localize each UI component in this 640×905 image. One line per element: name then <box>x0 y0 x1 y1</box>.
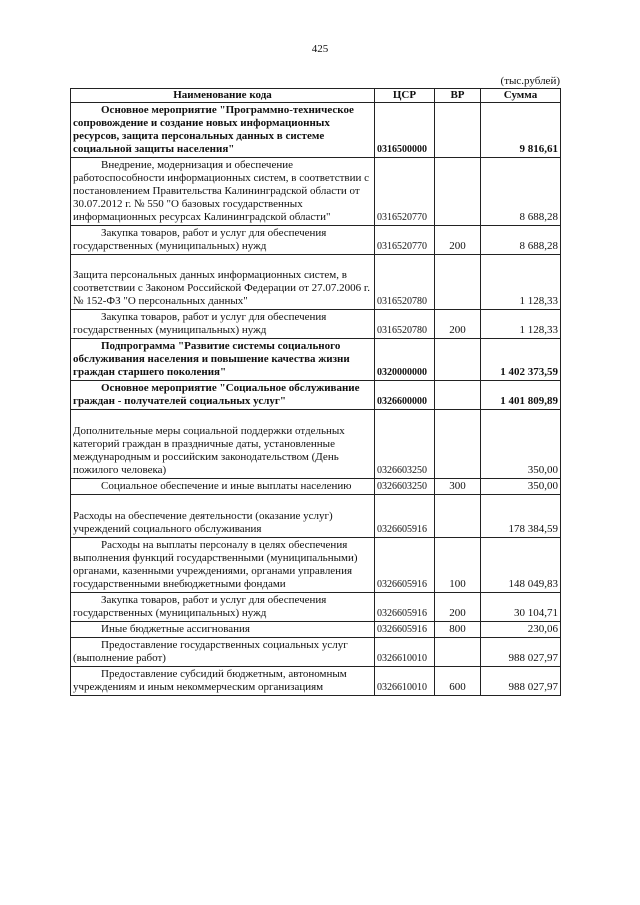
row-name: Подпрограмма "Развитие системы социального обслуживания населения и повышение качества жизни граждан старшего поколения" <box>71 339 375 381</box>
table-row <box>71 495 561 538</box>
table-row <box>71 381 561 410</box>
row-csr: 0316520770 <box>375 158 435 226</box>
header-sum: Сумма <box>481 89 561 103</box>
row-name-text: Защита персональных данных информационных систем, в соответствии с Законом Российской Федерации от 27.07.2006 г. № 152-ФЗ "О персональных данных" <box>73 269 370 307</box>
table-row <box>71 310 561 339</box>
table-row <box>71 593 561 622</box>
row-name: Внедрение, модернизация и обеспечение работоспособности информационных систем, в соответствии с постановлением Правительства Калининградской области от 30.07.2012 г. № 550 "О базовых государственных информационных ресурсах Калининградской области" <box>71 158 375 226</box>
table-row <box>71 479 561 495</box>
row-sum: 988 027,97 <box>481 667 561 696</box>
row-name: Основное мероприятие "Программно-техническое сопровождение и создание новых информационных ресурсов, защита персональных данных в системе социальной защиты населения" <box>71 103 375 158</box>
row-csr: 0316500000 <box>375 103 435 158</box>
row-vr <box>435 381 481 410</box>
row-name-text: Дополнительные меры социальной поддержки отдельных категорий граждан в праздничные даты, установленные международным и российским законодательством (День пожилого человека) <box>73 425 345 476</box>
row-csr: 0316520770 <box>375 226 435 255</box>
row-sum: 148 049,83 <box>481 538 561 593</box>
table-row <box>71 538 561 593</box>
row-name <box>71 255 375 310</box>
row-sum: 8 688,28 <box>481 226 561 255</box>
row-name: Закупка товаров, работ и услуг для обеспечения государственных (муниципальных) нужд <box>71 593 375 622</box>
row-csr: 0326605916 <box>375 495 435 538</box>
row-name-text: Расходы на обеспечение деятельности (оказание услуг) учреждений социального обслуживания <box>73 510 333 535</box>
row-csr: 0316520780 <box>375 255 435 310</box>
table-body <box>71 103 561 696</box>
page-number: 425 <box>311 43 329 55</box>
table-row <box>71 622 561 638</box>
row-vr <box>435 410 481 479</box>
row-sum: 988 027,97 <box>481 638 561 667</box>
row-sum: 178 384,59 <box>481 495 561 538</box>
row-csr: 0326600000 <box>375 381 435 410</box>
table-row <box>71 667 561 696</box>
row-vr: 300 <box>435 479 481 495</box>
row-sum: 350,00 <box>481 479 561 495</box>
row-vr <box>435 158 481 226</box>
header-csr: ЦСР <box>375 89 435 103</box>
row-name: Основное мероприятие "Социальное обслуживание граждан - получателей социальных услуг" <box>71 381 375 410</box>
row-name: Иные бюджетные ассигнования <box>71 622 375 638</box>
row-sum: 1 128,33 <box>481 310 561 339</box>
table-row <box>71 410 561 479</box>
row-sum: 1 128,33 <box>481 255 561 310</box>
row-vr <box>435 638 481 667</box>
table-row <box>71 226 561 255</box>
row-csr: 0316520780 <box>375 310 435 339</box>
table-row <box>71 638 561 667</box>
row-vr: 100 <box>435 538 481 593</box>
row-name <box>71 495 375 538</box>
row-sum: 1 402 373,59 <box>481 339 561 381</box>
row-vr: 800 <box>435 622 481 638</box>
row-vr: 200 <box>435 593 481 622</box>
table-row <box>71 158 561 226</box>
row-name: Социальное обеспечение и иные выплаты населению <box>71 479 375 495</box>
row-vr <box>435 495 481 538</box>
row-sum: 8 688,28 <box>481 158 561 226</box>
row-vr <box>435 255 481 310</box>
row-vr <box>435 103 481 158</box>
row-csr: 0326603250 <box>375 479 435 495</box>
row-sum: 350,00 <box>481 410 561 479</box>
row-csr: 0326605916 <box>375 593 435 622</box>
row-name: Предоставление государственных социальных услуг (выполнение работ) <box>71 638 375 667</box>
row-name: Закупка товаров, работ и услуг для обеспечения государственных (муниципальных) нужд <box>71 310 375 339</box>
table-row <box>71 103 561 158</box>
row-vr: 600 <box>435 667 481 696</box>
row-vr: 200 <box>435 310 481 339</box>
row-sum: 1 401 809,89 <box>481 381 561 410</box>
row-csr: 0326610010 <box>375 667 435 696</box>
row-csr: 0320000000 <box>375 339 435 381</box>
row-vr <box>435 339 481 381</box>
row-csr: 0326605916 <box>375 622 435 638</box>
units-label: (тыс.рублей) <box>500 75 560 87</box>
table-row <box>71 339 561 381</box>
row-name: Расходы на выплаты персоналу в целях обеспечения выполнения функций государственными (муниципальными) органами, казенными учреждениями, органами управления государственными внебюджетными фондами <box>71 538 375 593</box>
row-name <box>71 410 375 479</box>
row-sum: 230,06 <box>481 622 561 638</box>
row-name: Предоставление субсидий бюджетным, автономным учреждениям и иным некоммерческим организациям <box>71 667 375 696</box>
budget-table <box>70 88 561 696</box>
row-csr: 0326610010 <box>375 638 435 667</box>
row-name: Закупка товаров, работ и услуг для обеспечения государственных (муниципальных) нужд <box>71 226 375 255</box>
row-sum: 9 816,61 <box>481 103 561 158</box>
header-name: Наименование кода <box>71 89 375 103</box>
row-vr: 200 <box>435 226 481 255</box>
row-sum: 30 104,71 <box>481 593 561 622</box>
header-vr: ВР <box>435 89 481 103</box>
row-csr: 0326603250 <box>375 410 435 479</box>
table-header-row <box>71 89 561 103</box>
row-csr: 0326605916 <box>375 538 435 593</box>
table-row <box>71 255 561 310</box>
